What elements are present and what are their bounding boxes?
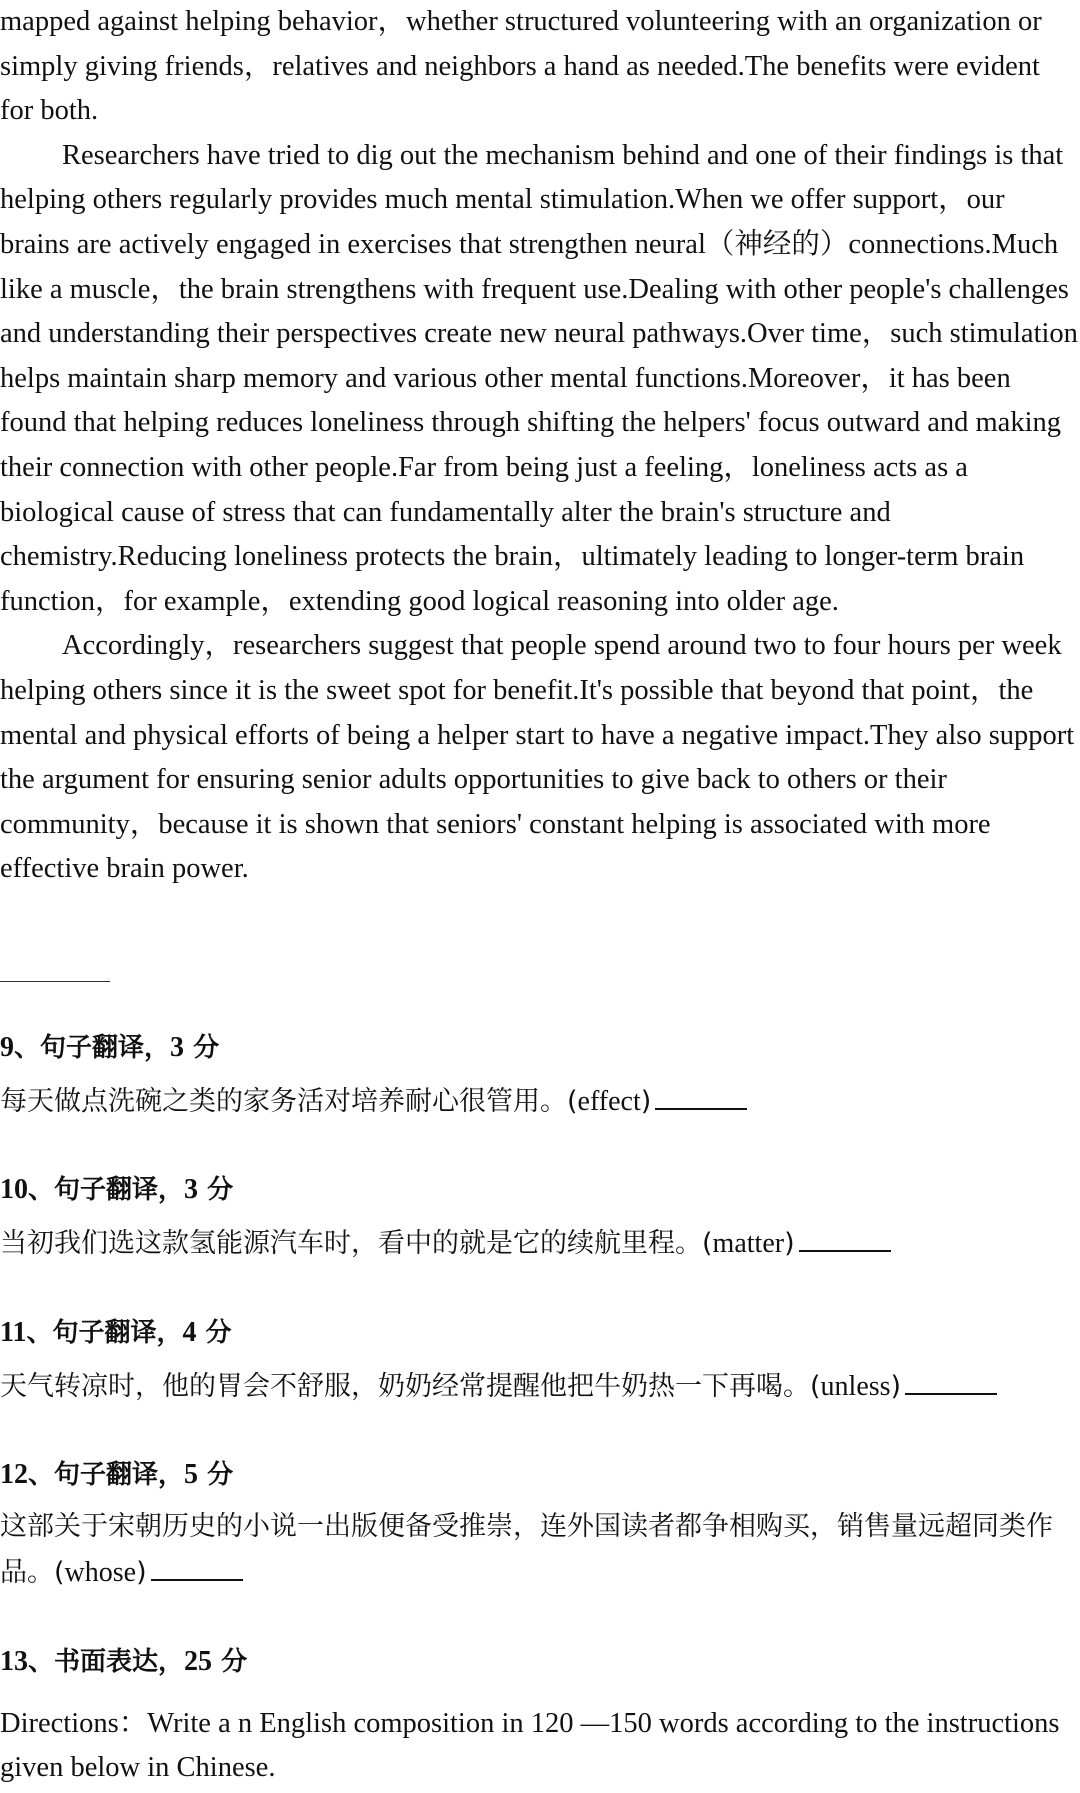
question-12-prompt: 这部关于宋朝历史的小说一出版便备受推崇，连外国读者都争相购买，销售量远超同类作品。(whose): [0, 1511, 1053, 1588]
answer-blank[interactable]: [151, 1549, 243, 1581]
question-9-title: 9、句子翻译，3 分: [0, 1032, 220, 1063]
question-11-prompt: 天气转凉时，他的胃会不舒服，奶奶经常提醒他把牛奶热一下再喝。(unless): [0, 1363, 1078, 1409]
question-10-prompt: 当初我们选这款氢能源汽车时，看中的就是它的续航里程。(matter): [0, 1220, 891, 1266]
question-9-prompt: 每天做点洗碗之类的家务活对培养耐心很管用。(effect): [0, 1078, 747, 1124]
question-13-title: 13、书面表达，25 分: [0, 1646, 248, 1677]
passage-paragraph-1: mapped against helping behavior，whether structured volunteering with an organization or simply giving friends，relatives and neighbors a hand as needed.The benefits were evident for both.: [0, 6, 1042, 127]
answer-blank[interactable]: [905, 1363, 997, 1395]
exam-page: [0, 0, 1078, 892]
question-10-title: 10、句子翻译，3 分: [0, 1174, 234, 1205]
answer-blank[interactable]: [655, 1078, 747, 1110]
section-divider: [0, 981, 110, 982]
answer-blank[interactable]: [799, 1220, 891, 1252]
passage-paragraph-2: Researchers have tried to dig out the mechanism behind and one of their findings is that helping others regularly provides much mental stimulation.When we offer support，our brains are actively engaged in exercises that strengthen neural（神经的）connections.Much like a muscle，the brain strengthens with frequent use.Dealing with other people's challenges and understanding their perspectives create new neural pathways.Over time，such stimulation helps maintain sharp memory and various other mental functions.Moreover，it has been found that helping reduces loneliness through shifting the helpers' focus outward and making their connection with other people.Far from being just a feeling，loneliness acts as a biological cause of stress that can fundamentally alter the brain's structure and chemistry.Reducing loneliness protects the brain，ultimately leading to longer-term brain function，for example，extending good logical reasoning into older age.: [0, 139, 1078, 617]
passage-paragraph-3: Accordingly，researchers suggest that people spend around two to four hours per week helping others since it is the sweet spot for benefit.It's possible that beyond that point，the mental and physical efforts of being a helper start to have a negative impact.They also support the argument for ensuring senior adults opportunities to give back to others or their community，because it is shown that seniors' constant helping is associated with more effective brain power.: [0, 630, 1075, 885]
question-12-title: 12、句子翻译，5 分: [0, 1459, 234, 1490]
question-11-title: 11、句子翻译，4 分: [0, 1317, 232, 1348]
writing-directions: Directions：Write a n English composition in 120 —150 words according to the instructions given below in Chinese.: [0, 1708, 1060, 1783]
